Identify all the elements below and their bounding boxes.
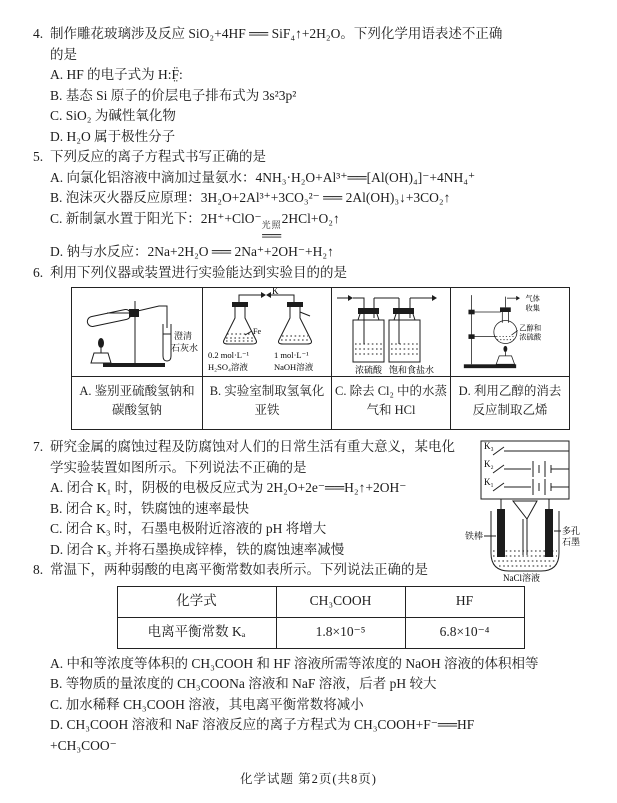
iron-label: Fe [253, 327, 261, 336]
question-8-option-d-line1: D. CH₃COOH 溶液和 NaF 溶液反应的离子方程式为 CH₃COOH+F⁻══HF [50, 717, 475, 732]
page-footer: 化学试题 第2页(共8页) [240, 772, 377, 786]
question-5-option-d: D. 钠与水反应：2Na+2H₂O ══ 2Na⁺+2OH⁻+H₂↑ [50, 244, 334, 259]
ka-hf-value: 6.8×10⁻⁴ [405, 617, 524, 648]
question-4-option-d: D. H₂O 属于极性分子 [50, 128, 176, 144]
limewater-label-1: 澄清 [174, 331, 193, 341]
porous-graphite-label-2: 石墨 [562, 537, 581, 547]
option-c-post: 2HCl+O₂↑ [281, 210, 340, 226]
question-8-option-b: B. 等物质的量浓度的 CH₃COONa 溶液和 NaF 溶液，后者 pH 较大 [50, 676, 437, 691]
right-concentration-label: 1 mol·L⁻¹ [274, 350, 309, 360]
apparatus-c-figure [332, 288, 451, 377]
question-4 [33, 24, 591, 147]
apparatus-c-caption: C. 除去 Cl₂ 中的水蒸气和 HCl [332, 377, 451, 430]
switch-k3-label: K₃ [484, 441, 494, 451]
question-4-option-b: B. 基态 Si 原子的价层电子排布式为 3s²3p² [50, 87, 297, 103]
question-8-option-d-line2: +CH₃COO⁻ [50, 737, 117, 753]
ka-acetic-value: 1.8×10⁻⁵ [276, 617, 405, 648]
condition-label: 光照 [261, 219, 282, 230]
question-6 [33, 263, 591, 431]
left-concentration-label: 0.2 mol·L⁻¹ [208, 350, 250, 360]
table-header-row [117, 586, 524, 617]
brine-bottle-label: 饱和食盐水 [389, 365, 435, 375]
question-4-option-a: A. HF 的电子式为 H:F̤̈: [50, 67, 183, 82]
gas-collect-label-1: 气体 [525, 294, 540, 304]
question-8-option-c: C. 加水稀释 CH₃COOH 溶液，其电离平衡常数将减小 [50, 696, 364, 712]
porous-graphite-label-1: 多孔 [562, 526, 581, 536]
equation-with-condition [262, 221, 282, 243]
limewater-label-2: 石灰水 [171, 343, 199, 353]
question-5-stem: 下列反应的离子方程式书写正确的是 [50, 149, 266, 164]
question-4-option-c: C. SiO₂ 为碱性氧化物 [50, 108, 176, 123]
table-header-acetic: CH₃COOH [276, 586, 405, 617]
heating-test-tube-figure [75, 293, 199, 371]
left-solution-label: H₂SO₄溶液 [208, 362, 248, 372]
gas-collect-label-2: 收集 [525, 303, 540, 313]
nacl-solution-label: NaCl溶液 [503, 573, 540, 583]
question-8 [33, 560, 591, 756]
question-4-number: 4. [33, 26, 44, 41]
table-row-label: 电离平衡常数 Kₐ [117, 617, 276, 648]
ethanol-distillation-figure [455, 292, 565, 372]
switch-k1-label: K₁ [484, 477, 494, 487]
question-8-option-a: A. 中和等浓度等体积的 CH₃COOH 和 HF 溶液所需等浓度的 NaOH 溶液的体积相等 [50, 655, 539, 671]
option-c-pre: C. 新制氯水置于阳光下：2H⁺+ClO⁻ [50, 210, 262, 226]
question-7-option-c: C. 闭合 K₃ 时，石墨电极附近溶液的 pH 将增大 [50, 521, 327, 536]
apparatus-d-figure [451, 288, 570, 377]
flask-contents-label-1: 乙醇和 [519, 323, 542, 333]
question-5-option-a: A. 向氯化铝溶液中滴加过量氨水：4NH₃·H₂O+Al³⁺══[Al(OH)₄]⁻+4NH₄⁺ [50, 169, 476, 185]
question-7-number: 7. [33, 439, 44, 454]
apparatus-table [71, 287, 570, 430]
question-6-stem: 利用下列仪器或装置进行实验能达到实验目的的是 [50, 264, 347, 280]
apparatus-b-caption: B. 实验室制取氢氧化亚铁 [203, 377, 332, 430]
acid-bottle-label: 浓硫酸 [355, 365, 383, 375]
switch-k2-label: K₂ [484, 459, 494, 469]
question-7-option-d: D. 闭合 K₃ 并将石墨换成锌棒，铁的腐蚀速率减慢 [50, 541, 345, 557]
flask-contents-label-2: 浓硫酸 [519, 332, 542, 342]
table-value-row [117, 617, 524, 648]
right-solution-label: NaOH溶液 [274, 362, 314, 372]
table-header-formula: 化学式 [117, 586, 276, 617]
question-6-number: 6. [33, 264, 44, 280]
table-header-hf: HF [405, 586, 524, 617]
question-7-option-b: B. 闭合 K₂ 时，铁腐蚀的速率最快 [50, 500, 249, 516]
valve-k-label: K [272, 288, 279, 296]
gas-washing-bottles-figure [336, 288, 446, 376]
question-5-option-c [50, 209, 591, 243]
question-7-stem: 研究金属的腐蚀过程及防腐蚀对人们的日常生活有重大意义，某电化学实验装置如图所示。下列说法不正确的是 [50, 439, 455, 475]
apparatus-b-figure [203, 288, 332, 377]
question-4-stem-line1: 制作雕花玻璃涉及反应 SiO₂+4HF ══ SiF₄↑+2H₂O。下列化学用语表述不正确 [50, 26, 503, 41]
question-5-option-b: B. 泡沫灭火器反应原理：3H₂O+2Al³⁺+3CO₃²⁻ ══ 2Al(OH)₃↓+3CO₂↑ [50, 190, 451, 205]
question-4-stem-line2: 的是 [50, 46, 77, 62]
flask-pair-figure [206, 288, 328, 376]
iron-rod-label: 铁棒 [465, 531, 484, 541]
apparatus-d-caption: D. 利用乙醇的消去反应制取乙烯 [451, 377, 570, 430]
ionization-constant-table [117, 586, 525, 649]
question-7-option-a: A. 闭合 K₁ 时，阴极的电极反应式为 2H₂O+2e⁻══H₂↑+2OH⁻ [50, 480, 407, 495]
question-5-number: 5. [33, 149, 44, 164]
question-8-number: 8. [33, 562, 44, 577]
equals-sign: ══ [262, 227, 282, 243]
question-8-stem: 常温下，两种弱酸的电离平衡常数如表所示。下列说法正确的是 [50, 562, 428, 577]
apparatus-a-caption: A. 鉴别亚硫酸氢钠和碳酸氢钠 [72, 377, 203, 430]
question-5 [33, 147, 591, 263]
apparatus-a-figure [72, 288, 203, 377]
